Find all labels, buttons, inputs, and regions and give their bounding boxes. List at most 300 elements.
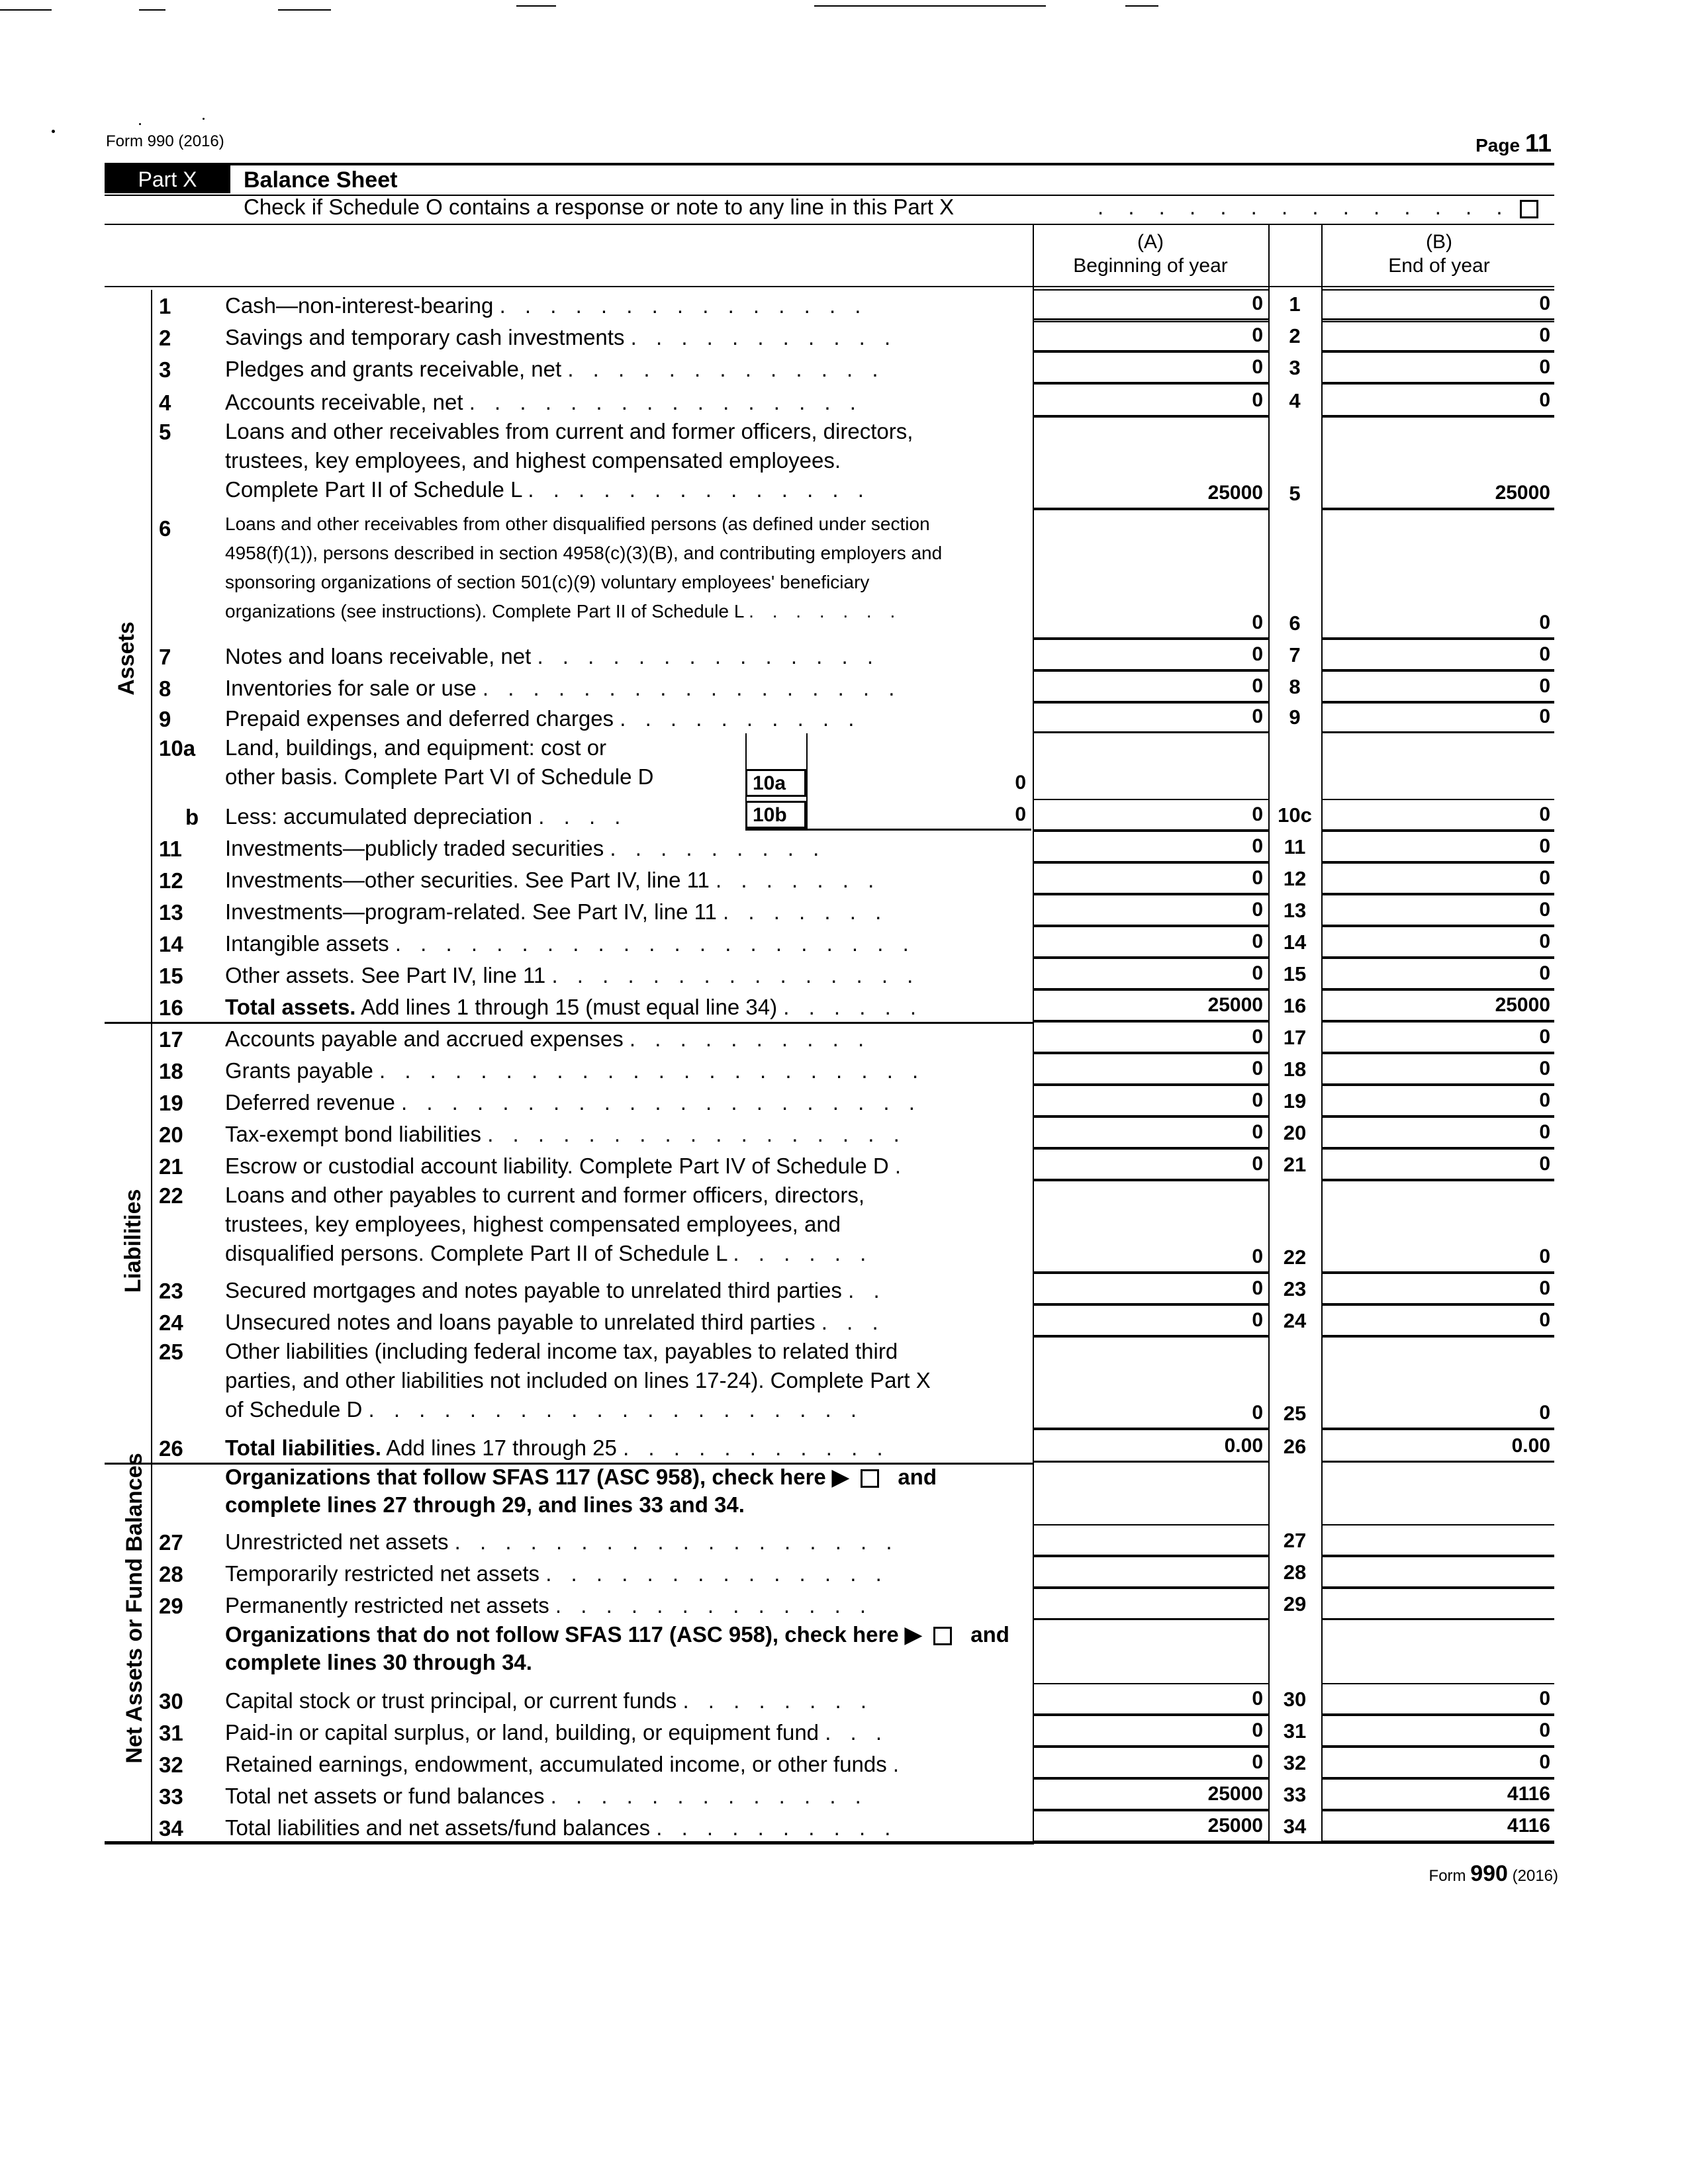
row-top-rule <box>1321 1429 1554 1430</box>
column-b-amount[interactable]: 0 <box>1539 1058 1550 1079</box>
line-description <box>225 1620 1014 1684</box>
table-row <box>0 799 1684 831</box>
description: trustees, key employees, highest compensated employees, and <box>225 1212 841 1236</box>
leader-dots: . . . . . . . . . . . . . . . . <box>469 390 863 414</box>
line-description-text <box>225 733 606 762</box>
line-description-text <box>225 1527 899 1557</box>
description: Total liabilities and net assets/fund balances <box>225 1815 651 1840</box>
line-number: 13 <box>159 900 183 925</box>
line-description-text <box>225 568 869 597</box>
line-reference: 27 <box>1283 1529 1307 1552</box>
column-b-amount[interactable]: 25000 <box>1495 482 1550 504</box>
column-b-amount[interactable]: 0 <box>1539 324 1550 346</box>
line-reference: 23 <box>1283 1277 1307 1300</box>
row-top-rule <box>1321 1304 1554 1306</box>
table-row <box>0 1054 1684 1085</box>
table-row <box>0 639 1684 671</box>
column-b-amount[interactable]: 0 <box>1539 1402 1550 1424</box>
column-a-amount[interactable]: 0 <box>1252 1688 1263 1709</box>
line-description-text <box>225 1433 890 1463</box>
inner-line-label-box <box>745 801 806 829</box>
line-reference: 30 <box>1283 1688 1307 1711</box>
line-description-text <box>225 642 880 671</box>
description: Loans and other payables to current and former officers, directors, <box>225 1183 865 1207</box>
column-b-amount[interactable]: 0 <box>1539 867 1550 889</box>
row-top-rule <box>1321 702 1554 704</box>
line-description <box>225 1588 1014 1620</box>
scan-speck <box>139 123 141 125</box>
row-top-rule <box>1321 1085 1554 1086</box>
column-a-amount[interactable]: 0 <box>1252 899 1263 921</box>
table-row <box>0 384 1684 417</box>
table-row <box>0 958 1684 990</box>
column-b-amount[interactable]: 0 <box>1539 1688 1550 1709</box>
leader-dots: . . . . . . . . . . . . . <box>567 357 885 381</box>
column-b-amount[interactable]: 0 <box>1539 899 1550 921</box>
description: Prepaid expenses and deferred charges <box>225 706 614 731</box>
row-top-rule <box>1321 1683 1554 1684</box>
line-reference: 18 <box>1283 1058 1307 1081</box>
line-number: 10a <box>159 736 196 760</box>
line-reference: 10c <box>1278 803 1312 827</box>
column-a-amount[interactable]: 0 <box>1252 612 1263 633</box>
row-top-rule <box>1321 926 1554 927</box>
line-number: 18 <box>159 1059 183 1083</box>
table-row <box>0 1430 1684 1463</box>
table-row <box>0 510 1684 639</box>
column-a-amount[interactable]: 0 <box>1252 867 1263 889</box>
line-description <box>225 1430 1014 1463</box>
row-top-rule <box>1034 799 1268 800</box>
column-a-amount[interactable]: 0 <box>1252 1751 1263 1773</box>
column-b-amount[interactable]: 0 <box>1539 1121 1550 1143</box>
line-description-text <box>225 866 880 895</box>
line-reference: 7 <box>1289 643 1301 666</box>
table-row <box>0 1525 1684 1557</box>
column-a-amount[interactable]: 0 <box>1252 835 1263 857</box>
column-a-amount[interactable]: 25000 <box>1207 482 1263 504</box>
page-number <box>1475 130 1552 158</box>
line-reference: 14 <box>1283 931 1307 954</box>
line-description-text <box>225 1024 870 1054</box>
line-description-text <box>225 1559 888 1588</box>
org-check-line <box>225 1463 937 1492</box>
row-top-rule <box>1321 509 1554 510</box>
line-description-text <box>225 1152 908 1181</box>
column-b-amount[interactable]: 0 <box>1539 389 1550 411</box>
column-b-amount[interactable]: 0 <box>1539 356 1550 378</box>
inner-line-value[interactable]: 0 <box>1015 772 1026 794</box>
column-a-amount[interactable]: 0 <box>1252 675 1263 697</box>
column-a-amount[interactable]: 0 <box>1252 1246 1263 1267</box>
table-row <box>0 1181 1684 1273</box>
line-reference: 2 <box>1289 324 1301 347</box>
table-row <box>0 895 1684 927</box>
line-reference: 34 <box>1283 1815 1307 1838</box>
row-top-rule <box>1034 989 1268 991</box>
org-check-line <box>225 1620 1009 1649</box>
column-a-amount[interactable]: 0 <box>1252 389 1263 411</box>
leader-dots: . . . . . . <box>783 995 923 1019</box>
line-description-text <box>225 1591 872 1620</box>
scan-artifact <box>0 9 52 11</box>
line-reference: 5 <box>1289 482 1301 505</box>
column-b-amount[interactable]: 25000 <box>1495 994 1550 1016</box>
line-description-text <box>225 1308 885 1337</box>
part-badge: Part X <box>105 165 230 193</box>
column-b-amount[interactable]: 0 <box>1539 803 1550 825</box>
description: Other assets. See Part IV, line 11 <box>225 963 546 987</box>
leader-dots: . . . . . . . . . . . . . . . . . . . . . <box>401 1090 921 1115</box>
description: Permanently restricted net assets <box>225 1593 549 1617</box>
row-top-rule <box>1321 1556 1554 1557</box>
line-number: 24 <box>159 1310 183 1335</box>
table-row <box>0 1747 1684 1779</box>
description: Investments—publicly traded securities <box>225 836 604 860</box>
leader-dots: . . . . . . . . . . . . . . <box>537 644 880 668</box>
leader-dots: . . . . . . . . . . . . . . <box>1098 195 1512 219</box>
line-description-text <box>225 1813 897 1843</box>
column-a-amount[interactable]: 25000 <box>1207 994 1263 1016</box>
line-number: 9 <box>159 707 171 731</box>
line-description <box>225 927 1014 958</box>
leader-dots: . . . <box>825 1720 889 1745</box>
description: Escrow or custodial account liability. Complete Part IV of Schedule D <box>225 1154 889 1178</box>
scan-speck <box>203 118 205 120</box>
column-a-amount[interactable]: 0 <box>1252 705 1263 727</box>
description: Complete Part II of Schedule L <box>225 477 522 502</box>
row-bottom-rule <box>1321 1841 1554 1843</box>
part-title: Balance Sheet <box>244 167 398 193</box>
row-top-rule <box>1034 1524 1268 1525</box>
line-number: 22 <box>159 1183 183 1208</box>
line-reference: 3 <box>1289 356 1301 379</box>
row-top-rule <box>1034 1336 1268 1338</box>
description: Total net assets or fund balances <box>225 1784 545 1808</box>
description: trustees, key employees, and highest compensated employees. <box>225 448 841 473</box>
line-description-text <box>225 597 902 626</box>
description: organizations (see instructions). Complete Part II of Schedule L <box>225 601 744 621</box>
column-b-amount[interactable]: 0 <box>1539 1277 1550 1299</box>
line-reference: 32 <box>1283 1751 1307 1774</box>
row-top-rule <box>1321 1180 1554 1181</box>
table-row <box>0 1149 1684 1181</box>
description: parties, and other liabilities not included on lines 17-24). Complete Part X <box>225 1368 931 1392</box>
row-top-rule <box>1034 1148 1268 1150</box>
footer-form-id <box>1429 1861 1558 1887</box>
table-row <box>0 322 1684 352</box>
description: Savings and temporary cash investments <box>225 325 625 349</box>
column-b-amount[interactable]: 0 <box>1539 1246 1550 1267</box>
description: Investments—program-related. See Part IV, line 11 <box>225 899 717 924</box>
leader-dots: . . . . . . . . . . . . . . . . . . . . . . <box>379 1058 925 1083</box>
line-description <box>225 958 1014 990</box>
column-b-amount[interactable]: 4116 <box>1507 1783 1550 1805</box>
column-a-amount[interactable]: 0 <box>1252 643 1263 665</box>
org-checkbox[interactable] <box>861 1469 879 1488</box>
description-bold: Total assets. <box>225 995 356 1019</box>
row-bottom-rule <box>1034 1841 1268 1843</box>
leader-dots: . . . . . . . . . . . . . . . <box>499 293 868 318</box>
inner-box-side-rule <box>745 733 747 799</box>
table-row <box>0 417 1684 510</box>
column-b-amount[interactable]: 0 <box>1539 835 1550 857</box>
line-description-text <box>225 355 885 384</box>
row-top-rule <box>1034 321 1268 322</box>
line-description-text <box>225 323 897 352</box>
line-description <box>225 1022 1014 1054</box>
column-a-amount[interactable]: 0 <box>1252 324 1263 346</box>
line-number: 20 <box>159 1122 183 1147</box>
line-number: 4 <box>159 390 171 415</box>
column-a-amount[interactable]: 0 <box>1252 1309 1263 1331</box>
line-description-text <box>225 1056 925 1085</box>
description-bold: Total liabilities. <box>225 1435 381 1460</box>
inner-box-side-rule <box>806 733 808 799</box>
line-description-text <box>225 446 841 475</box>
column-a-amount[interactable]: 0 <box>1252 1153 1263 1175</box>
line-reference: 17 <box>1283 1026 1307 1049</box>
table-row <box>0 1273 1684 1305</box>
column-a-amount[interactable]: 0 <box>1252 1026 1263 1048</box>
row-top-rule <box>1034 1810 1268 1811</box>
line-number: 29 <box>159 1594 183 1618</box>
column-a-amount[interactable]: 0 <box>1252 293 1263 314</box>
description: Inventories for sale or use <box>225 676 477 700</box>
schedule-o-text: Check if Schedule O contains a response or note to any line in this Part X <box>244 195 955 219</box>
description: Unrestricted net assets <box>225 1529 449 1554</box>
line-reference: 29 <box>1283 1592 1307 1615</box>
line-reference: 16 <box>1283 994 1307 1017</box>
column-a-amount[interactable]: 25000 <box>1207 1815 1263 1837</box>
inner-box-bottom-rule <box>745 829 1031 831</box>
row-top-rule <box>1321 289 1554 291</box>
leader-dots: . . . . . . . . . . . <box>630 325 898 349</box>
line-description-text <box>225 993 923 1022</box>
column-a-amount[interactable]: 0 <box>1252 962 1263 984</box>
leader-dots: . . . . . . . . . . . . . . . . . <box>482 676 902 700</box>
line-description <box>225 1054 1014 1085</box>
inner-line-label-10b: 10b <box>753 804 787 826</box>
column-a-amount[interactable]: 0 <box>1252 1277 1263 1299</box>
line-description-text <box>225 674 901 703</box>
row-top-rule <box>1321 831 1554 832</box>
column-headers <box>105 224 1554 287</box>
description: Secured mortgages and notes payable to unrelated third parties <box>225 1278 842 1302</box>
column-a-amount[interactable]: 0 <box>1252 803 1263 825</box>
page-number-value: 11 <box>1524 130 1552 158</box>
table-row <box>0 1022 1684 1054</box>
description: Deferred revenue <box>225 1090 395 1115</box>
description: other basis. Complete Part VI of Schedule D <box>225 764 654 789</box>
description: Unsecured notes and loans payable to unrelated third parties <box>225 1310 816 1334</box>
table-row <box>0 1085 1684 1117</box>
org-check-text: Organizations that follow SFAS 117 (ASC 958), check here ▶ <box>225 1465 849 1489</box>
line-reference: 12 <box>1283 867 1307 890</box>
line-description <box>225 831 1014 863</box>
line-description <box>225 1117 1014 1149</box>
line-description <box>225 322 1014 352</box>
description: Accounts receivable, net <box>225 390 463 414</box>
line-description-text <box>225 961 919 990</box>
scan-artifact <box>516 5 556 7</box>
scan-speck <box>52 130 55 133</box>
line-description-text <box>225 802 627 831</box>
line-number: 12 <box>159 868 183 893</box>
column-b-amount[interactable]: 0 <box>1539 1153 1550 1175</box>
row-top-rule <box>1034 1683 1268 1684</box>
row-top-rule <box>1034 670 1268 672</box>
line-description <box>225 1085 1014 1117</box>
leader-dots: . . . . . . . . . . . . . . . <box>551 963 920 987</box>
line-description-text <box>225 1782 868 1811</box>
line-description-text <box>225 291 867 320</box>
table-row <box>0 671 1684 703</box>
column-a-amount[interactable]: 0 <box>1252 356 1263 378</box>
line-reference: 19 <box>1283 1089 1307 1113</box>
line-number: 3 <box>159 357 171 382</box>
column-a-amount[interactable]: 0 <box>1252 1121 1263 1143</box>
inner-line-label-10a: 10a <box>753 772 786 794</box>
scan-artifact <box>1125 5 1158 7</box>
description: Less: accumulated depreciation <box>225 804 533 829</box>
line-description-text <box>225 929 915 958</box>
line-description-text <box>225 1276 886 1305</box>
leader-dots: . . . . . . . <box>749 601 902 621</box>
line-reference: 24 <box>1283 1309 1307 1332</box>
line-number: 32 <box>159 1752 183 1777</box>
column-a-amount[interactable]: 0 <box>1252 1089 1263 1111</box>
line-description <box>225 384 1014 417</box>
leader-dots: . . . . . . . . . . . . . . . . . . <box>454 1529 899 1554</box>
row-top-rule <box>1034 1180 1268 1181</box>
line-description-text <box>225 704 861 733</box>
line-reference: 25 <box>1283 1402 1307 1425</box>
column-b-amount[interactable]: 4116 <box>1507 1815 1550 1837</box>
leader-dots: . . . . . . . . . <box>610 836 826 860</box>
line-reference: 22 <box>1283 1246 1307 1269</box>
section-label-assets: Assets <box>114 621 139 696</box>
column-b-amount[interactable]: 0.00 <box>1511 1435 1550 1457</box>
column-b-amount[interactable]: 0 <box>1539 705 1550 727</box>
row-top-rule <box>1321 639 1554 640</box>
description: Retained earnings, endowment, accumulated income, or other funds <box>225 1752 887 1776</box>
column-b-amount[interactable]: 0 <box>1539 1751 1550 1773</box>
table-row <box>0 1557 1684 1588</box>
schedule-o-checkbox[interactable] <box>1520 200 1538 218</box>
row-top-rule <box>1034 1429 1268 1430</box>
inner-line-value[interactable]: 0 <box>1015 803 1026 825</box>
line-number: b <box>185 805 199 829</box>
column-b-amount[interactable]: 0 <box>1539 293 1550 314</box>
row-top-rule <box>1321 1053 1554 1054</box>
line-description <box>225 671 1014 703</box>
row-top-rule <box>1321 1021 1554 1023</box>
row-top-rule <box>1034 1053 1268 1054</box>
row-top-rule <box>1321 1747 1554 1748</box>
line-number: 8 <box>159 676 171 701</box>
line-reference: 6 <box>1289 612 1301 635</box>
column-b-amount[interactable]: 0 <box>1539 931 1550 952</box>
line-number: 25 <box>159 1340 183 1364</box>
line-description-text <box>225 1750 906 1779</box>
description: Cash—non-interest-bearing <box>225 293 494 318</box>
column-a-amount[interactable]: 0 <box>1252 931 1263 952</box>
column-a-amount[interactable]: 25000 <box>1207 1783 1263 1805</box>
leader-dots: . . . . . . . . . . . . . . <box>545 1561 888 1586</box>
column-a-amount[interactable]: 0 <box>1252 1058 1263 1079</box>
column-b-amount[interactable]: 0 <box>1539 675 1550 697</box>
table-row <box>0 1117 1684 1149</box>
line-description <box>225 1715 1014 1747</box>
column-b-amount[interactable]: 0 <box>1539 1719 1550 1741</box>
line-number: 1 <box>159 294 171 318</box>
column-b-amount[interactable]: 0 <box>1539 1026 1550 1048</box>
line-description <box>225 510 1014 639</box>
row-top-rule <box>1321 989 1554 991</box>
line-description <box>225 863 1014 895</box>
row-top-rule <box>1034 1556 1268 1557</box>
row-top-rule <box>1321 1116 1554 1118</box>
leader-dots: . . . . . . . . . . <box>656 1815 898 1840</box>
leader-dots: . <box>894 1154 908 1178</box>
row-top-rule <box>1034 639 1268 640</box>
line-reference: 15 <box>1283 962 1307 985</box>
line-description <box>225 1684 1014 1715</box>
line-description-text <box>225 834 825 863</box>
inner-box-side-rule <box>745 797 747 829</box>
column-b-amount[interactable]: 0 <box>1539 1309 1550 1331</box>
column-b-amount[interactable]: 0 <box>1539 612 1550 633</box>
line-number: 7 <box>159 645 171 669</box>
column-b-letter: (B) <box>1426 231 1452 253</box>
row-top-rule <box>1321 894 1554 895</box>
line-description-text <box>225 1337 898 1366</box>
org-checkbox[interactable] <box>933 1627 952 1645</box>
line-number: 26 <box>159 1436 183 1461</box>
row-top-rule <box>1034 351 1268 353</box>
line-description-text <box>225 417 913 446</box>
table-row <box>0 863 1684 895</box>
column-a-amount[interactable]: 0 <box>1252 1719 1263 1741</box>
row-top-rule <box>1034 831 1268 832</box>
column-b-amount[interactable]: 0 <box>1539 643 1550 665</box>
table-row <box>0 1463 1684 1525</box>
description: 4958(f)(1)), persons described in section 4958(c)(3)(B), and contributing employers and <box>225 543 943 563</box>
line-number: 27 <box>159 1530 183 1555</box>
description: Paid-in or capital surplus, or land, building, or equipment fund <box>225 1720 819 1745</box>
row-top-rule <box>1321 862 1554 864</box>
column-a-header <box>1031 230 1270 278</box>
row-top-rule <box>1321 416 1554 418</box>
scan-artifact <box>814 5 1046 7</box>
row-bottom-rule <box>1321 318 1554 320</box>
leader-dots: . . . . . . . . . . . . . . <box>528 477 870 502</box>
row-top-rule <box>1034 1747 1268 1748</box>
column-a-amount[interactable]: 0 <box>1252 1402 1263 1424</box>
column-b-amount[interactable]: 0 <box>1539 962 1550 984</box>
leader-dots: . <box>892 1752 906 1776</box>
column-a-amount[interactable]: 0.00 <box>1224 1435 1263 1457</box>
column-b-amount[interactable]: 0 <box>1539 1089 1550 1111</box>
line-number: 23 <box>159 1279 183 1303</box>
description: Add lines 17 through 25 <box>386 1435 617 1460</box>
schedule-o-row <box>244 193 1554 224</box>
description: Loans and other receivables from other disqualified persons (as defined under section <box>225 514 930 534</box>
row-top-rule <box>1034 1273 1268 1274</box>
line-description-text <box>225 1395 863 1424</box>
line-description-text <box>225 388 863 417</box>
